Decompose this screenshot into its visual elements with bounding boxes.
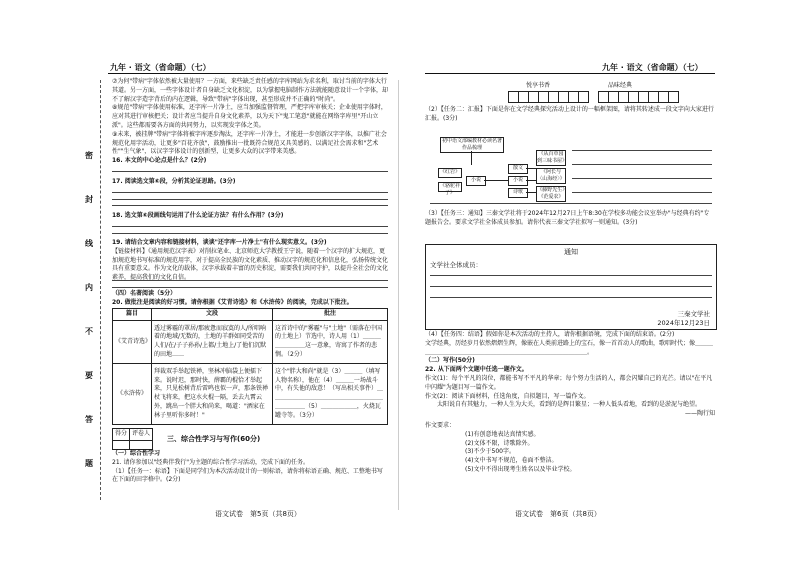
question-18: 18. 选文第⑥段画线句运用了什么论证方法？有什么作用？(3分) [112, 211, 284, 219]
diagram-mid-node: 小说 [508, 176, 528, 186]
calligraphy-grid [508, 80, 678, 105]
diagram-right-node: 《从百草园到三味书屋》 [537, 151, 568, 164]
binding-char: 封 [85, 195, 93, 204]
paragraph-9: ⑨未来，被挂牌"带病"字体将被字库逐步淘汰，还字库一片净土，才能进一步创新汉字字体，以推广社会规范化用字活动，让更多"百花齐放"，鼓励推出一批既符合规范又具美感的、以满足社会需求和"艺术性""生气象"，以汉字字体设计的创新型，让更多大众的汉字带来美感。 [112, 130, 387, 156]
left-page-header: 九年 · 语文（省命题）（七） [110, 63, 211, 72]
answer-line[interactable] [572, 150, 712, 151]
notice-date: 2024年12月23日 [657, 319, 710, 327]
diagram-hub-node: 小说 [466, 176, 486, 186]
row-note[interactable]: 这首诗中的"雾霾"与"土地"（需落在中国的土地上）节选中，诗人用（1）＿＿＿＿＿＿＿＿这一意象，寄寓了作者的悲悯。（2分） [273, 321, 388, 364]
grader-cell[interactable] [130, 441, 153, 450]
binding-char: 内 [85, 283, 93, 292]
task-two: （2）【任务二：汇报】下面是你在文学经典探究活动上设计的一幅框架图，请将其转述成一段文字向大家进行汇报。(3分) [425, 106, 714, 122]
diagram-right-node: 《阿长与〈山海经〉》 [537, 169, 565, 182]
right-header-rule [425, 73, 715, 74]
question-19: 19. 请结合文章内容和链接材料，谈谈"还字库一片净土"有什么现实意义。(3分) [112, 239, 327, 247]
score-box [112, 428, 153, 450]
task-three: （3）【任务三：通知】三秦文学社将于2024年12月27日上午8:30在学校多功能会议室举办"与经典有约"专题报告会。要求文学社全体成员参加。请你代表三秦文学社拟写一则通知。(3分) [425, 210, 710, 226]
requirements-title: 作文要求： [425, 421, 456, 429]
answer-line[interactable] [572, 192, 712, 193]
diagram-right-node: 《藤野先生》《范爱农》 [537, 187, 565, 200]
table-header: 篇目 [113, 309, 152, 321]
paragraph-7: ⑦为何"带病"字体依然被大量使用？一方面，来些缺乏责任感的字库网站为求名利，取讨当前的字体大行其道。另一方面，一些字体设计者自身缺乏文化积淀，以为掌握电脑制作方法就能随意设计一个字体，却不了解汉字造字背后的内在逻辑，导致"带病"字体出现，甚至形成并不正确的"时尚"。 [112, 78, 389, 103]
binding-char: 答 [85, 415, 93, 424]
question-21: 21. 请你参加以"经典伴我行"为主题的综合性学习活动，完成下面的任务。 [112, 458, 309, 466]
grid-cells-a[interactable] [508, 91, 588, 105]
row-title: 《水浒传》 [113, 364, 152, 425]
subsection-one: （一）综合性学习 [112, 450, 161, 458]
answer-line[interactable] [112, 233, 388, 234]
binding-char: 密 [85, 151, 93, 160]
diagram-left-node: 《红岩》 [438, 168, 462, 178]
diagram-mid-node: 散文 [508, 164, 528, 174]
answer-line[interactable] [430, 203, 712, 204]
notice-salutation: 文学社全体成员： [430, 261, 482, 269]
answer-line[interactable] [112, 199, 388, 200]
section-four-title: （四）名著阅读（5分） [112, 289, 177, 297]
paragraph-8: ⑧规范"带病"字体使用标准，还字库一片净土，应当加强监督管理，严把字库审核关；企业使用字体时，应对其进行审核把关；设计者应当提升自身文化素养，以为天下"鬼工笔意"就能在网络字库里"开山立派"。这些都需要各方面的共同努力，以实现发字体之美。 [112, 104, 387, 129]
essay-material: 太阳说自有其魅力，一种人生为大关，看到的是辉目繁星；一种人低头看地，看到的是淤泥与绝望。 [437, 401, 702, 409]
question-17: 17. 阅读选文第⑥段，分析其论证思路。(3分) [112, 177, 236, 185]
diagram-link [471, 151, 472, 165]
score-cell[interactable] [113, 441, 130, 450]
binding-dashed-line [100, 80, 101, 500]
binding-char: 不 [85, 327, 93, 336]
row-title: 《艾青诗选》 [113, 321, 152, 364]
diagram-center-node: 初中语文部编教材必读名著作品梳理 [441, 138, 502, 151]
question-20: 20. 做批注是阅读的好习惯。请你根据《艾青诗选》和《水浒传》的阅读，完成以下批注。 [112, 298, 353, 306]
part-three-title: 三、综合性学习与写作(60分) [167, 434, 261, 443]
slogan-label-b: 品味经典 [607, 82, 632, 89]
diagram-left-node: 《骆驼祥子》 [439, 183, 460, 196]
answer-line[interactable] [112, 192, 388, 193]
diagram-link [526, 168, 536, 169]
essay-option-2: 作文(2)：阅读下面材料，任选角度，自拟题目，写一篇作文。 [425, 392, 590, 400]
binding-warning [85, 150, 99, 502]
row-passage: 拜裁双手举起铁禅，坚林冲脑袋上便擂下来。说时迟，那时快，薛霸的棍恰才举起来，只见松树背后雷鸣也似一声，那条铁禅杖飞将来，把这水火棍一隔，丢去九霄云外，跳出一个胖大和尚来，喝道："洒家在林子里听你多时！" [152, 364, 273, 425]
page-divider [398, 80, 399, 510]
diagram-link [526, 192, 536, 193]
question-22: 22. 从下面两个文题中任选一题作文。 [425, 366, 528, 374]
binding-char: 题 [85, 459, 93, 468]
diagram-mid-node: 诗歌 [508, 188, 528, 198]
table-row [113, 321, 388, 364]
requirement-item: (4)文中书写不规范，卷面不整洁。 [465, 457, 558, 465]
table-row [113, 364, 388, 425]
diagram-link [526, 180, 536, 181]
left-header-rule [108, 73, 388, 74]
material-author: ——陶行知 [684, 410, 715, 418]
task-one: （1）【任务一：标语】下面是同学们为本次活动设计的一则标语，请你将标语正确、规范、工整地书写在下面的田字格中。(2分) [112, 467, 383, 484]
answer-line[interactable] [112, 171, 388, 172]
row-note[interactable]: 这个"胖大和尚"就是（3）＿＿＿（填写人物名称），他在（4）＿＿＿一场战斗中，有失他的敌意！（写出相关事件）＿＿＿＿＿＿＿＿＿＿＿＿＿＿＿＿＿＿＿＿＿＿＿＿（5）＿＿＿＿＿＿，火烧瓦罐寺等。（3分） [273, 364, 388, 425]
binding-char: 要 [85, 371, 93, 380]
right-page [425, 106, 715, 124]
right-page-footer: 语文试卷 第6页（共8页） [515, 510, 601, 518]
score-section [112, 428, 388, 450]
annotation-table [112, 308, 388, 425]
notice-title: 通知 [564, 248, 578, 256]
left-page-footer: 语文试卷 第5页（共8页） [215, 510, 301, 518]
essay-option-1: 作文(1)：每个平凡的岗位，都能书写不平凡的华章；每个努力生活的人，都会闪耀自己的光芒。请以"在平凡中闪耀"为题目写一篇作文。 [425, 374, 713, 391]
task-four: （4）【任务四：结语】假如你是本次活动的主持人，请你根据语境，完成下面的结束语。(2分) [425, 331, 675, 338]
table-header: 批注 [273, 309, 388, 321]
slogan-label-a: 悦享书香 [525, 82, 550, 89]
notice-signer: 三秦文学社 [677, 310, 710, 318]
left-page [112, 78, 388, 485]
notice-line[interactable] [430, 297, 712, 298]
requirement-item: (5)文中不得出现考生姓名以及毕业学校。 [465, 465, 576, 473]
notice-line[interactable] [430, 275, 712, 276]
link-material: 【链接材料】《通用规范汉字表》对削拉笔业、北京师范大学教授王宁说，随着一个汉字的扩大规范，更加规范地书写标准的规范用字，对于提高全民族的文化素质、推动汉字的规范化和信息化，弘扬传统文化具有重要意义。作为文化的载体，汉字承载着丰富的历史积淀，需要我们共同守护，以提升全社会的文化素养，提高我们的文化自信。 [112, 247, 389, 282]
answer-line[interactable] [112, 226, 388, 227]
grid-cells-b[interactable] [598, 91, 678, 105]
task-four-text[interactable]: 文学经典，历经岁月依然熠熠生辉，像嵌在人类前进路上的宝石，像一首首动人的歌曲，歌唱时代；像＿＿＿＿＿＿＿＿＿＿＿＿＿＿＿＿＿＿＿＿＿＿＿＿＿＿＿＿＿＿。 [425, 339, 714, 356]
task-three-block [425, 210, 715, 228]
subsection-two: （二）写作(50分) [425, 357, 475, 365]
answer-line[interactable] [112, 205, 388, 206]
right-page-header: 九年 · 语文（省命题）（七） [602, 63, 703, 72]
table-header: 文段 [152, 309, 273, 321]
answer-line[interactable] [112, 287, 388, 288]
grader-label: 评卷人 [130, 429, 153, 441]
requirement-item: (3)不少于500字。 [465, 448, 515, 456]
score-label: 得分 [113, 429, 130, 441]
row-passage: 透过雾霾的罩居/那疲惫而寂寞的人/所唱响着的地域/无数的，土地的羊群如同受苦的人们/在/子子孙孙/上都/土地上/了他们沉默的田地…… [152, 321, 273, 364]
requirement-item: (2)文体不限，诗歌除外。 [465, 439, 534, 447]
question-16: 16. 本文的中心论点是什么？(2分) [112, 157, 207, 165]
binding-char: 线 [85, 239, 93, 248]
notice-box[interactable] [425, 244, 717, 330]
right-lower-block [425, 331, 715, 475]
answer-line[interactable] [572, 178, 712, 179]
notice-line[interactable] [430, 286, 712, 287]
requirement-item: (1)有创意地表达真情实感。 [465, 430, 540, 438]
diagram-link [484, 180, 508, 181]
answer-line[interactable] [572, 164, 712, 165]
